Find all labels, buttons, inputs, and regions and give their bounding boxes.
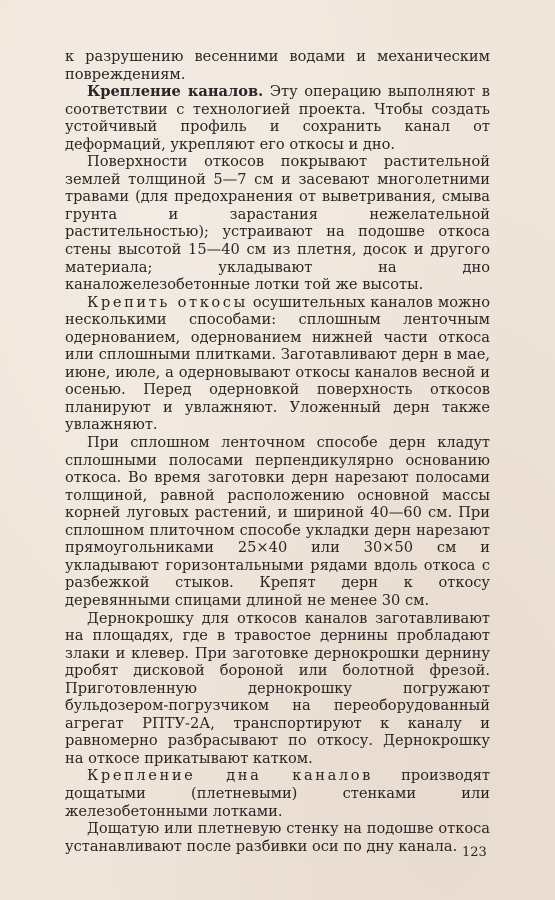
paragraph-plank-wall: Дощатую или плетневую стенку на подошве откоса устанавливают после разбивки оси по дну канала. — [65, 820, 490, 855]
page-number: 123 — [462, 845, 487, 860]
paragraph-text: Эту операцию выполняют в соответствии с технологией проекта. Чтобы создать устойчивый профиль и сохранить канал от деформаций, укрепляют его откосы и дно. — [65, 83, 490, 153]
paragraph-text: производят дощатыми (плетневыми) стенками или железобетонными лотками. — [65, 767, 490, 820]
paragraph-slope-surfaces: Поверхности откосов покрывают растительной землей толщиной 5—7 см и засевают многолетними травами (для предохранения от выветривания, смыва грунта и зарастания нежелательной растительностью); устраивают на подошве откоса стены высотой 15—40 см из плетня, досок и другого материала; укладывают на дно каналожелезобетонные лотки той же высоты. — [65, 153, 490, 294]
paragraph-bottom-fastening — [65, 767, 490, 820]
paragraph-text: осушительных каналов можно несколькими способами: сплошным ленточным одернованием, одернованием нижней части откоса или сплошными плитками. Заготавливают дерн в мае, июне, июле, а одерновывают откосы каналов весной и осенью. Перед одерновкой поверхность откосов планируют и увлажняют. Уложенный дерн также увлажняют. — [65, 293, 490, 434]
paragraph-continuation: к разрушению весенними водами и механическим повреждениям. — [65, 48, 490, 83]
page-text — [65, 48, 490, 855]
section-heading: Крепление каналов. — [87, 83, 264, 101]
paragraph-turf-methods: При сплошном ленточном способе дерн кладут сплошными полосами перпендикулярно основанию откоса. Во время заготовки дерн нарезают полосами толщиной, равной расположению основной массы корней луговых растений, и шириной 40—60 см. При сплошном плиточном способе укладки дерн нарезают прямоугольниками 25×40 или 30×50 см и укладывают горизонтальными рядами вдоль откоса с разбежкой стыков. Крепят дерн к откосу деревянными спицами длиной не менее 30 см. — [65, 434, 490, 609]
spaced-term: Крепить откосы — [87, 293, 248, 311]
spaced-term: Крепление дна каналов — [87, 767, 373, 785]
paragraph-slope-fastening — [65, 294, 490, 434]
paragraph-turf-crumb: Дернокрошку для откосов каналов заготавливают на площадях, где в травостое дернины пробладают злаки и клевер. При заготовке дернокрошки дернину дробят дисковой бороной или болотной фрезой. Приготовленную дернокрошку погружают бульдозером-погрузчиком на переоборудованный агрегат РПТУ-2А, транспортируют к каналу и равномерно разбрасывают по откосу. Дернокрошку на откосе прикатывают катком. — [65, 609, 490, 767]
paragraph-channel-fastening — [65, 83, 490, 153]
